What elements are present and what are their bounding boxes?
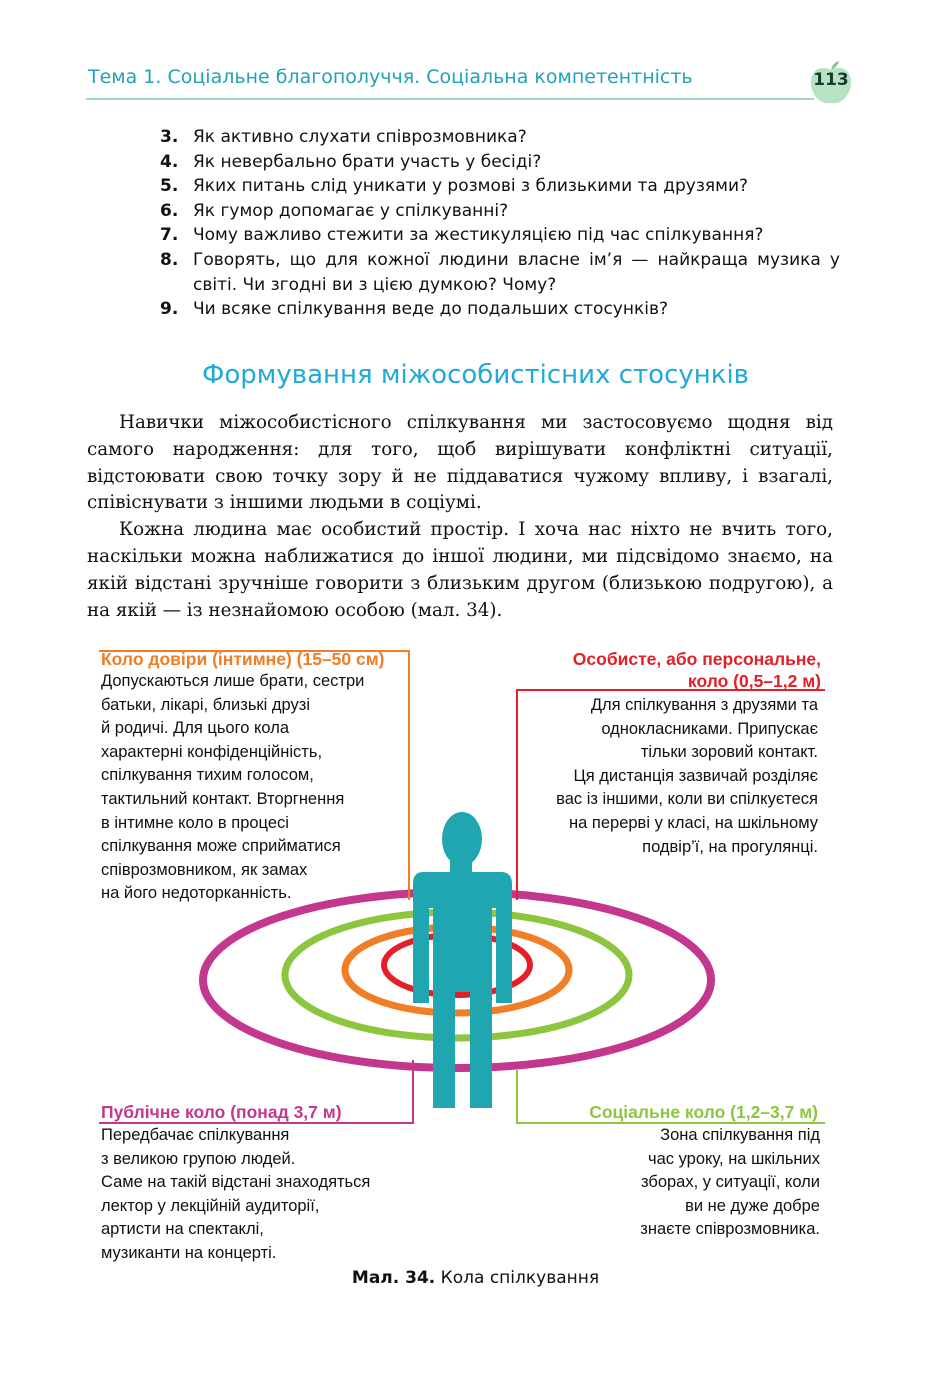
intimate-circle-description: Допускаються лише брати, сестри батьки, лікарі, близькі друзі й родичі. Для цього кола характерні конфіденційність, спілкування тихим голосом, тактильний контакт. Вторгнення в інтимне коло в процесі спілкування може сприйматися співрозмовником, як замах на його недоторканність. (101, 672, 365, 903)
list-item: 4. Як невербально брати участь у бесіді? (160, 151, 542, 172)
page-number: 113 (813, 70, 849, 90)
public-circle-description: Передбачає спілкування з великою групою людей. Саме на такій відстані знаходяться лектор у лекційній аудиторії, артисти на спектаклі, музиканти на концерті. (101, 1126, 371, 1262)
section-title: Формування міжособистісних стосунків (201, 360, 750, 390)
personal-circle-description: Для спілкування з друзями та однокласниками. Припускає тільки зоровий контакт. Ця дистанція зазвичай розділяє вас із іншими, коли ви спілкуєтеся на перерві у класі, на шкільному подвір’ї, на прогулянці. (556, 696, 818, 856)
list-item: 3. Як активно слухати співрозмовника? (160, 127, 527, 147)
list-item: 9. Чи всяке спілкування веде до подальших стосунків? (160, 299, 669, 320)
running-header: Тема 1. Соціальне благополуччя. Соціальна компетентність (88, 66, 693, 88)
figure-caption: Мал. 34. Кола спілкування (351, 1268, 600, 1288)
list-item: 8. Говорять, що для кожної людини власне ім’я — найкраща музика у світі. Чи згодні ви з цією думкою? Чому? (160, 249, 840, 295)
list-item: 5. Яких питань слід уникати у розмові з близькими та друзями? (160, 176, 749, 197)
intimate-circle-title: Коло довіри (інтимне) (15–50 см) (101, 649, 385, 669)
header-rule (86, 98, 814, 100)
question-list (160, 125, 840, 322)
public-circle-title: Публічне коло (понад 3,7 м) (101, 1102, 342, 1122)
list-item: 6. Як гумор допомагає у спілкуванні? (160, 200, 509, 221)
paragraph: Кожна людина має особистий простір. І хоча нас ніхто не вчить того, наскільки можна наближатися до іншої людини, ми підсвідомо знаємо, на якій відстані зручніше говорити з близьким другом (близькою подругою), а на якій — із незнайомою особою (мал. 34). (87, 519, 833, 621)
body-text (87, 410, 833, 624)
social-circle-description: Зона спілкування під час уроку, на шкільних зборах, у ситуації, коли ви не дуже добре знаєте співрозмовника. (640, 1126, 820, 1239)
personal-circle-title: Особисте, або персональне, коло (0,5–1,2 м) (572, 649, 821, 691)
social-circle-title: Соціальне коло (1,2–3,7 м) (589, 1102, 818, 1122)
paragraph: Навички міжособистісного спілкування ми застосовуємо щодня від самого народження: для того, щоб вирішувати конфліктні ситуації, відстоювати свою точку зору й не піддаватися чужому впливу, і взагалі, співіснувати з іншими людьми в соціумі. (87, 412, 833, 514)
list-item: 7. Чому важливо стежити за жестикуляцією під час спілкування? (160, 225, 764, 246)
